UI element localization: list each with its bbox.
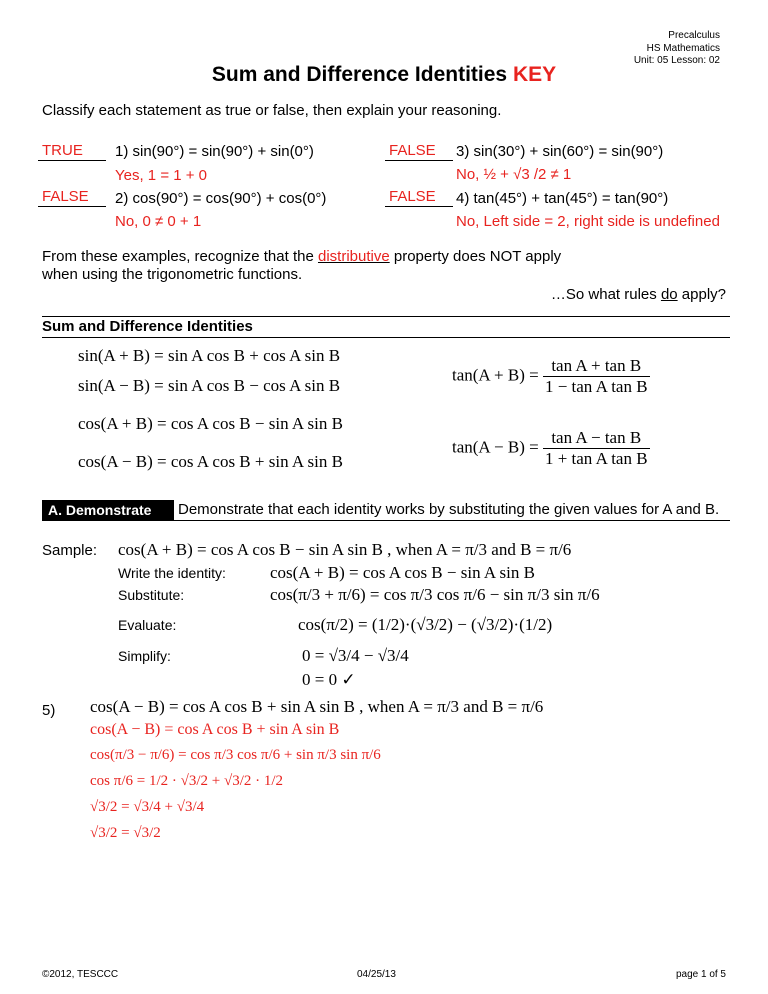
instructions: Classify each statement as true or false, then explain your reasoning. xyxy=(42,102,502,119)
header-info xyxy=(634,30,720,68)
p5-work-4: √3/2 = √3/4 + √3/4 xyxy=(90,799,205,815)
answer-4: FALSE xyxy=(389,188,436,205)
problem-5-statement: cos(A − B) = cos A cos B + sin A sin B , when A = π/3 and B = π/6 xyxy=(90,697,544,716)
step-work-substitute: cos(π/3 + π/6) = cos π/3 cos π/6 − sin π/3 sin π/6 xyxy=(270,585,600,604)
answer-3: FALSE xyxy=(389,142,436,159)
explanation-3: No, ½ + √3 /2 ≠ 1 xyxy=(456,166,572,183)
section-a-rule xyxy=(42,520,730,521)
footer-copyright: ©2012, TESCCC xyxy=(42,969,119,980)
answer-blank-3 xyxy=(385,160,453,161)
tan-diff-denominator: 1 + tan A tan B xyxy=(544,449,648,468)
title-key: KEY xyxy=(512,63,557,86)
p5-work-5: √3/2 = √3/2 xyxy=(90,825,161,841)
rules-question xyxy=(551,286,726,303)
paragraph-text-2: property does NOT apply xyxy=(389,248,562,265)
tan-diff-lhs: tan(A − B) = xyxy=(452,437,539,457)
sample-final: 0 = 0 ✓ xyxy=(302,670,356,689)
tan-diff-numerator: tan A − tan B xyxy=(543,428,650,449)
tan-sum-lhs: tan(A + B) = xyxy=(452,365,539,385)
answer-blank-4 xyxy=(385,206,453,207)
p5-work-3: cos π/6 = 1/2 · √3/2 + √3/2 · 1/2 xyxy=(90,773,284,789)
identity-tan-sum xyxy=(452,356,650,397)
paragraph-text-1: From these examples, recognize that the xyxy=(42,248,318,265)
tan-sum-denominator: 1 − tan A tan B xyxy=(544,377,648,396)
identity-cos-sum: cos(A + B) = cos A cos B − sin A sin B xyxy=(78,414,343,433)
footer-page: page 1 of 5 xyxy=(675,969,726,980)
section-a-badge: A. Demonstrate xyxy=(42,500,174,520)
answer-blank-1 xyxy=(38,160,106,161)
p5-work-1: cos(A − B) = cos A cos B + sin A sin B xyxy=(90,721,340,738)
explanation-4: No, Left side = 2, right side is undefined xyxy=(456,213,720,230)
section-a-instructions: Demonstrate that each identity works by substituting the given values for A and B. xyxy=(178,501,720,518)
identity-tan-diff xyxy=(452,428,650,469)
page-title xyxy=(0,63,768,87)
title-main: Sum and Difference Identities xyxy=(211,63,513,86)
step-work-write: cos(A + B) = cos A cos B − sin A sin B xyxy=(270,563,535,582)
tan-diff-fraction xyxy=(543,428,650,469)
identity-sin-sum: sin(A + B) = sin A cos B + cos A sin B xyxy=(78,346,341,365)
unit-lesson: Unit: 05 Lesson: 02 xyxy=(633,55,720,66)
question-text-1: …So what rules xyxy=(550,286,661,303)
identity-cos-diff: cos(A − B) = cos A cos B + sin A sin B xyxy=(78,452,343,471)
explanation-1: Yes, 1 = 1 + 0 xyxy=(115,167,208,184)
tan-sum-fraction xyxy=(543,356,650,397)
distributive-word: distributive xyxy=(317,248,390,265)
identities-heading: Sum and Difference Identities xyxy=(42,316,730,338)
distributive-paragraph xyxy=(42,248,561,265)
step-label-evaluate: Evaluate: xyxy=(118,617,177,633)
step-label-write: Write the identity: xyxy=(118,565,226,581)
footer-date: 04/25/13 xyxy=(357,969,396,980)
sample-label: Sample: xyxy=(42,542,98,559)
step-work-simplify: 0 = √3/4 − √3/4 xyxy=(302,646,409,665)
step-label-simplify: Simplify: xyxy=(118,648,171,664)
explanation-2: No, 0 ≠ 0 + 1 xyxy=(115,213,202,230)
p5-work-2: cos(π/3 − π/6) = cos π/3 cos π/6 + sin π/3 sin π/6 xyxy=(90,747,381,763)
answer-1: TRUE xyxy=(42,142,83,159)
identity-sin-diff: sin(A − B) = sin A cos B − cos A sin B xyxy=(78,376,341,395)
statement-3: 3) sin(30°) + sin(60°) = sin(90°) xyxy=(456,143,664,160)
department: HS Mathematics xyxy=(646,42,720,54)
paragraph-line-2: when using the trigonometric functions. xyxy=(42,266,303,283)
step-work-evaluate: cos(π/2) = (1/2)·(√3/2) − (√3/2)·(1/2) xyxy=(298,615,553,634)
statement-4: 4) tan(45°) + tan(45°) = tan(90°) xyxy=(456,190,669,207)
answer-blank-2 xyxy=(38,206,106,207)
problem-5-number: 5) xyxy=(42,702,56,719)
step-label-substitute: Substitute: xyxy=(118,587,185,603)
statement-2: 2) cos(90°) = cos(90°) + cos(0°) xyxy=(115,190,327,207)
question-text-2: apply? xyxy=(677,286,726,303)
course-name: Precalculus xyxy=(668,30,720,41)
answer-2: FALSE xyxy=(42,188,89,205)
sample-problem: cos(A + B) = cos A cos B − sin A sin B , when A = π/3 and B = π/6 xyxy=(118,540,572,559)
question-do: do xyxy=(660,286,678,303)
statement-1: 1) sin(90°) = sin(90°) + sin(0°) xyxy=(115,143,314,160)
tan-sum-numerator: tan A + tan B xyxy=(543,356,650,377)
